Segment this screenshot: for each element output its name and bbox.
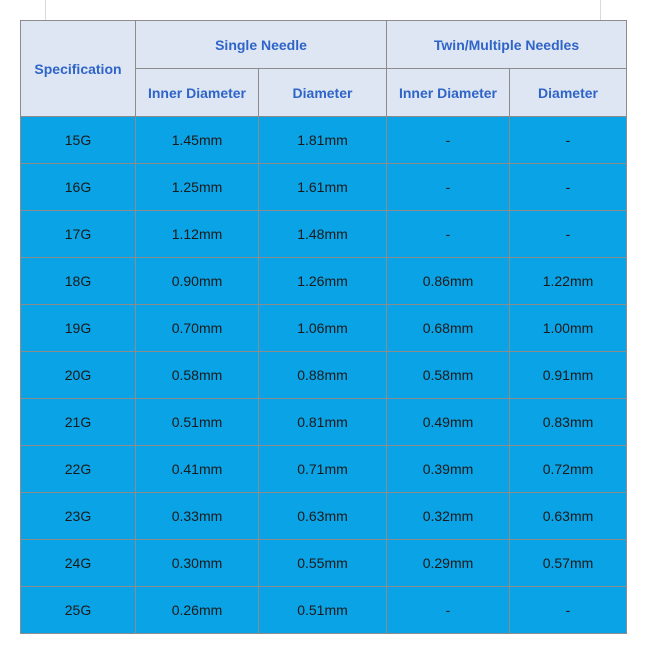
cell-twin-inner-diameter: 0.68mm — [387, 305, 510, 352]
cell-specification: 23G — [21, 493, 136, 540]
cell-single-diameter: 0.88mm — [259, 352, 387, 399]
cell-twin-inner-diameter: 0.58mm — [387, 352, 510, 399]
cell-single-inner-diameter: 1.45mm — [136, 117, 259, 164]
cell-twin-inner-diameter: 0.86mm — [387, 258, 510, 305]
cell-twin-inner-diameter: 0.32mm — [387, 493, 510, 540]
cell-twin-diameter: 1.00mm — [510, 305, 627, 352]
cell-specification: 19G — [21, 305, 136, 352]
cell-single-diameter: 0.51mm — [259, 587, 387, 634]
cell-single-inner-diameter: 0.41mm — [136, 446, 259, 493]
frame-line-right — [600, 0, 601, 20]
cell-single-inner-diameter: 1.12mm — [136, 211, 259, 258]
table-row — [21, 352, 627, 399]
cell-single-inner-diameter: 0.90mm — [136, 258, 259, 305]
header-specification: Specification — [21, 21, 136, 117]
table-row — [21, 305, 627, 352]
cell-twin-inner-diameter: - — [387, 587, 510, 634]
cell-single-inner-diameter: 0.33mm — [136, 493, 259, 540]
table-row — [21, 164, 627, 211]
cell-single-diameter: 0.71mm — [259, 446, 387, 493]
cell-specification: 24G — [21, 540, 136, 587]
cell-twin-inner-diameter: - — [387, 117, 510, 164]
cell-twin-inner-diameter: 0.39mm — [387, 446, 510, 493]
table-row — [21, 446, 627, 493]
table-row — [21, 493, 627, 540]
cell-twin-diameter: - — [510, 211, 627, 258]
header-single-diameter: Diameter — [259, 69, 387, 117]
cell-twin-inner-diameter: - — [387, 211, 510, 258]
table-row — [21, 399, 627, 446]
cell-single-inner-diameter: 0.51mm — [136, 399, 259, 446]
table-row — [21, 258, 627, 305]
cell-specification: 21G — [21, 399, 136, 446]
cell-specification: 16G — [21, 164, 136, 211]
cell-twin-diameter: - — [510, 164, 627, 211]
cell-twin-diameter: 0.72mm — [510, 446, 627, 493]
cell-single-inner-diameter: 0.70mm — [136, 305, 259, 352]
cell-twin-inner-diameter: - — [387, 164, 510, 211]
header-twin-diameter: Diameter — [510, 69, 627, 117]
table-row — [21, 587, 627, 634]
cell-single-inner-diameter: 0.26mm — [136, 587, 259, 634]
cell-twin-diameter: 0.91mm — [510, 352, 627, 399]
header-single-inner-diameter: Inner Diameter — [136, 69, 259, 117]
table-row — [21, 211, 627, 258]
cell-twin-inner-diameter: 0.29mm — [387, 540, 510, 587]
cell-single-diameter: 1.81mm — [259, 117, 387, 164]
cell-twin-diameter: - — [510, 117, 627, 164]
cell-single-inner-diameter: 0.58mm — [136, 352, 259, 399]
cell-twin-diameter: 0.57mm — [510, 540, 627, 587]
cell-single-diameter: 1.06mm — [259, 305, 387, 352]
table-body — [21, 117, 627, 634]
table-header — [21, 21, 627, 117]
cell-twin-diameter: - — [510, 587, 627, 634]
cell-single-diameter: 0.55mm — [259, 540, 387, 587]
cell-single-diameter: 0.81mm — [259, 399, 387, 446]
cell-single-inner-diameter: 0.30mm — [136, 540, 259, 587]
table-row — [21, 117, 627, 164]
cell-specification: 20G — [21, 352, 136, 399]
cell-single-diameter: 1.26mm — [259, 258, 387, 305]
table-row — [21, 540, 627, 587]
needle-spec-table — [20, 20, 627, 634]
cell-specification: 17G — [21, 211, 136, 258]
cell-specification: 18G — [21, 258, 136, 305]
header-twin-inner-diameter: Inner Diameter — [387, 69, 510, 117]
cell-specification: 22G — [21, 446, 136, 493]
cell-single-inner-diameter: 1.25mm — [136, 164, 259, 211]
cell-twin-diameter: 0.83mm — [510, 399, 627, 446]
cell-twin-diameter: 0.63mm — [510, 493, 627, 540]
header-single-needle: Single Needle — [136, 21, 387, 69]
header-twin-multiple-needles: Twin/Multiple Needles — [387, 21, 627, 69]
cell-twin-inner-diameter: 0.49mm — [387, 399, 510, 446]
cell-specification: 25G — [21, 587, 136, 634]
cell-single-diameter: 1.48mm — [259, 211, 387, 258]
cell-specification: 15G — [21, 117, 136, 164]
header-row-groups — [21, 21, 627, 69]
cell-twin-diameter: 1.22mm — [510, 258, 627, 305]
cell-single-diameter: 1.61mm — [259, 164, 387, 211]
frame-line-left — [45, 0, 46, 20]
cell-single-diameter: 0.63mm — [259, 493, 387, 540]
